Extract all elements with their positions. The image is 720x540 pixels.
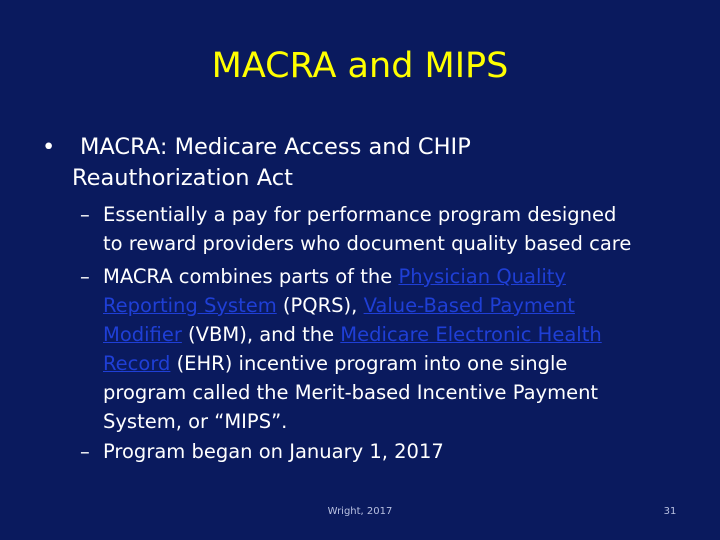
sub-bullet-program-began (80, 437, 680, 466)
sub2-line-5: program called the Merit-based Incentive Payment (103, 381, 599, 404)
bullet-text (42, 132, 682, 194)
bullet-line-1: MACRA: Medicare Access and CHIP (80, 134, 471, 160)
sub-bullet-marker: – (80, 440, 90, 463)
sub-bullet-marker: – (80, 265, 90, 288)
link-reporting-system[interactable]: Reporting System (103, 294, 277, 317)
bullet-marker: • (42, 134, 56, 160)
link-record[interactable]: Record (103, 352, 171, 375)
sub2-line-1: MACRA combines parts of the Physician Quality (103, 265, 566, 288)
slide-title: MACRA and MIPS (211, 46, 509, 86)
sub-bullet-marker: – (80, 203, 90, 226)
link-physician-quality[interactable]: Physician Quality (398, 265, 566, 288)
sub2-line-3: Modifier (VBM), and the Medicare Electronic Health (103, 323, 602, 346)
sub2-line-6: System, or “MIPS”. (103, 410, 288, 433)
link-modifier[interactable]: Modifier (103, 323, 182, 346)
sub2-line-2: Reporting System (PQRS), Value-Based Payment (103, 294, 575, 317)
sub1-line-2: to reward providers who document quality based care (103, 232, 632, 255)
link-value-based-payment[interactable]: Value-Based Payment (363, 294, 575, 317)
link-medicare-electronic-health[interactable]: Medicare Electronic Health (340, 323, 602, 346)
sub2-line-4: Record (EHR) incentive program into one single (103, 352, 568, 375)
bullet-macra (42, 132, 682, 194)
sub1-line-1: Essentially a pay for performance program designed (103, 203, 617, 226)
footer-author: Wright, 2017 (327, 506, 393, 517)
sub3-line-1: Program began on January 1, 2017 (103, 440, 444, 463)
bullet-line-2: Reauthorization Act (72, 165, 293, 191)
sub-bullet-macra-combines (80, 262, 680, 436)
footer-page-number: 31 (663, 506, 677, 517)
sub-bullet-pay-for-performance (80, 200, 680, 258)
